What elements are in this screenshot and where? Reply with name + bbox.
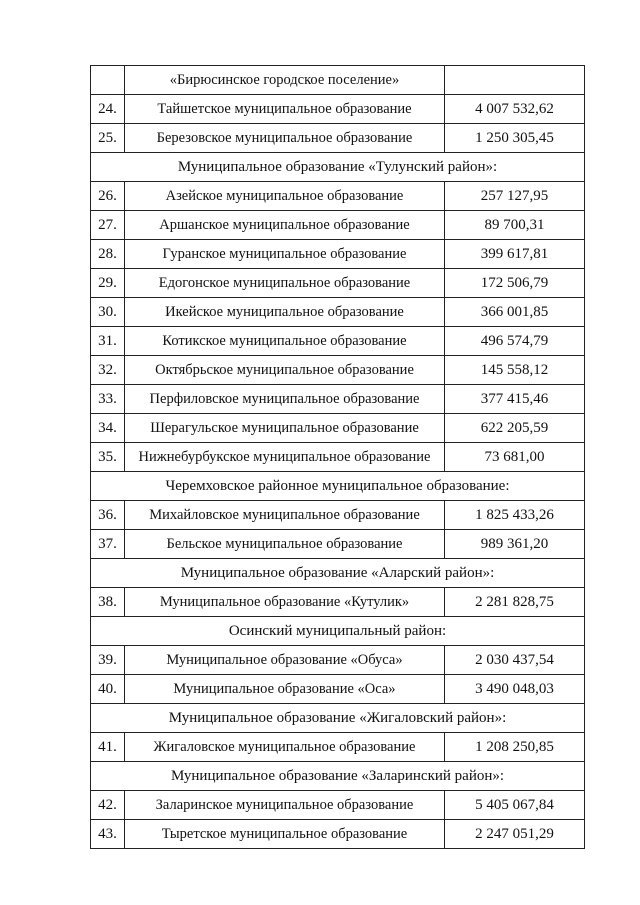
- municipal-funds-table: [90, 65, 585, 849]
- amount-value: 172 506,79: [445, 269, 585, 298]
- municipality-name: Тайшетское муниципальное образование: [125, 95, 445, 124]
- amount-value: 377 415,46: [445, 385, 585, 414]
- row-number: 34.: [91, 414, 125, 443]
- table-row: [91, 791, 585, 820]
- amount-value: 622 205,59: [445, 414, 585, 443]
- municipality-name: Заларинское муниципальное образование: [125, 791, 445, 820]
- municipality-name: Перфиловское муниципальное образование: [125, 385, 445, 414]
- municipality-name: Котикское муниципальное образование: [125, 327, 445, 356]
- municipality-name: «Бирюсинское городское поселение»: [125, 66, 445, 95]
- amount-value: 2 281 828,75: [445, 588, 585, 617]
- row-number: 37.: [91, 530, 125, 559]
- amount-value: 496 574,79: [445, 327, 585, 356]
- municipality-name: Муниципальное образование «Кутулик»: [125, 588, 445, 617]
- section-title: Черемховское районное муниципальное образование:: [91, 472, 585, 501]
- row-number: 32.: [91, 356, 125, 385]
- table-row: [91, 298, 585, 327]
- amount-value: [445, 66, 585, 95]
- amount-value: 145 558,12: [445, 356, 585, 385]
- row-number: 40.: [91, 675, 125, 704]
- amount-value: 1 250 305,45: [445, 124, 585, 153]
- table-row: [91, 95, 585, 124]
- amount-value: 399 617,81: [445, 240, 585, 269]
- table-row: [91, 414, 585, 443]
- row-number: 35.: [91, 443, 125, 472]
- amount-value: 989 361,20: [445, 530, 585, 559]
- table-row: [91, 501, 585, 530]
- table-row: [91, 356, 585, 385]
- amount-value: 89 700,31: [445, 211, 585, 240]
- municipality-name: Икейское муниципальное образование: [125, 298, 445, 327]
- section-header-row: [91, 153, 585, 182]
- row-number: 38.: [91, 588, 125, 617]
- row-number: 26.: [91, 182, 125, 211]
- section-title: Муниципальное образование «Жигаловский район»:: [91, 704, 585, 733]
- row-number: 41.: [91, 733, 125, 762]
- amount-value: 3 490 048,03: [445, 675, 585, 704]
- table-row: [91, 733, 585, 762]
- municipality-name: Жигаловское муниципальное образование: [125, 733, 445, 762]
- row-number: 36.: [91, 501, 125, 530]
- table-row: [91, 385, 585, 414]
- municipality-name: Бельское муниципальное образование: [125, 530, 445, 559]
- table-body: [91, 66, 585, 849]
- section-header-row: [91, 617, 585, 646]
- section-title: Муниципальное образование «Заларинский район»:: [91, 762, 585, 791]
- table-row: [91, 66, 585, 95]
- table-row: [91, 820, 585, 849]
- row-number: 42.: [91, 791, 125, 820]
- table-row: [91, 443, 585, 472]
- row-number: 25.: [91, 124, 125, 153]
- row-number: 27.: [91, 211, 125, 240]
- table-row: [91, 646, 585, 675]
- row-number: 29.: [91, 269, 125, 298]
- row-number: 33.: [91, 385, 125, 414]
- municipality-name: Муниципальное образование «Обуса»: [125, 646, 445, 675]
- table-row: [91, 530, 585, 559]
- municipality-name: Гуранское муниципальное образование: [125, 240, 445, 269]
- amount-value: 366 001,85: [445, 298, 585, 327]
- row-number: 24.: [91, 95, 125, 124]
- row-number: 43.: [91, 820, 125, 849]
- row-number: 28.: [91, 240, 125, 269]
- amount-value: 2 247 051,29: [445, 820, 585, 849]
- section-title: Муниципальное образование «Аларский район»:: [91, 559, 585, 588]
- municipality-name: Азейское муниципальное образование: [125, 182, 445, 211]
- document-page: [90, 65, 584, 849]
- municipality-name: Тыретское муниципальное образование: [125, 820, 445, 849]
- row-number: 39.: [91, 646, 125, 675]
- amount-value: 1 825 433,26: [445, 501, 585, 530]
- section-title: Муниципальное образование «Тулунский район»:: [91, 153, 585, 182]
- section-header-row: [91, 559, 585, 588]
- row-number: [91, 66, 125, 95]
- amount-value: 1 208 250,85: [445, 733, 585, 762]
- municipality-name: Нижнебурбукское муниципальное образование: [125, 443, 445, 472]
- row-number: 31.: [91, 327, 125, 356]
- amount-value: 73 681,00: [445, 443, 585, 472]
- amount-value: 4 007 532,62: [445, 95, 585, 124]
- table-row: [91, 675, 585, 704]
- section-header-row: [91, 472, 585, 501]
- table-row: [91, 182, 585, 211]
- table-row: [91, 327, 585, 356]
- amount-value: 257 127,95: [445, 182, 585, 211]
- municipality-name: Октябрьское муниципальное образование: [125, 356, 445, 385]
- table-row: [91, 211, 585, 240]
- municipality-name: Березовское муниципальное образование: [125, 124, 445, 153]
- section-header-row: [91, 762, 585, 791]
- section-title: Осинский муниципальный район:: [91, 617, 585, 646]
- row-number: 30.: [91, 298, 125, 327]
- section-header-row: [91, 704, 585, 733]
- table-row: [91, 124, 585, 153]
- table-row: [91, 269, 585, 298]
- amount-value: 5 405 067,84: [445, 791, 585, 820]
- table-row: [91, 588, 585, 617]
- table-row: [91, 240, 585, 269]
- municipality-name: Аршанское муниципальное образование: [125, 211, 445, 240]
- amount-value: 2 030 437,54: [445, 646, 585, 675]
- municipality-name: Муниципальное образование «Оса»: [125, 675, 445, 704]
- municipality-name: Шерагульское муниципальное образование: [125, 414, 445, 443]
- municipality-name: Михайловское муниципальное образование: [125, 501, 445, 530]
- municipality-name: Едогонское муниципальное образование: [125, 269, 445, 298]
